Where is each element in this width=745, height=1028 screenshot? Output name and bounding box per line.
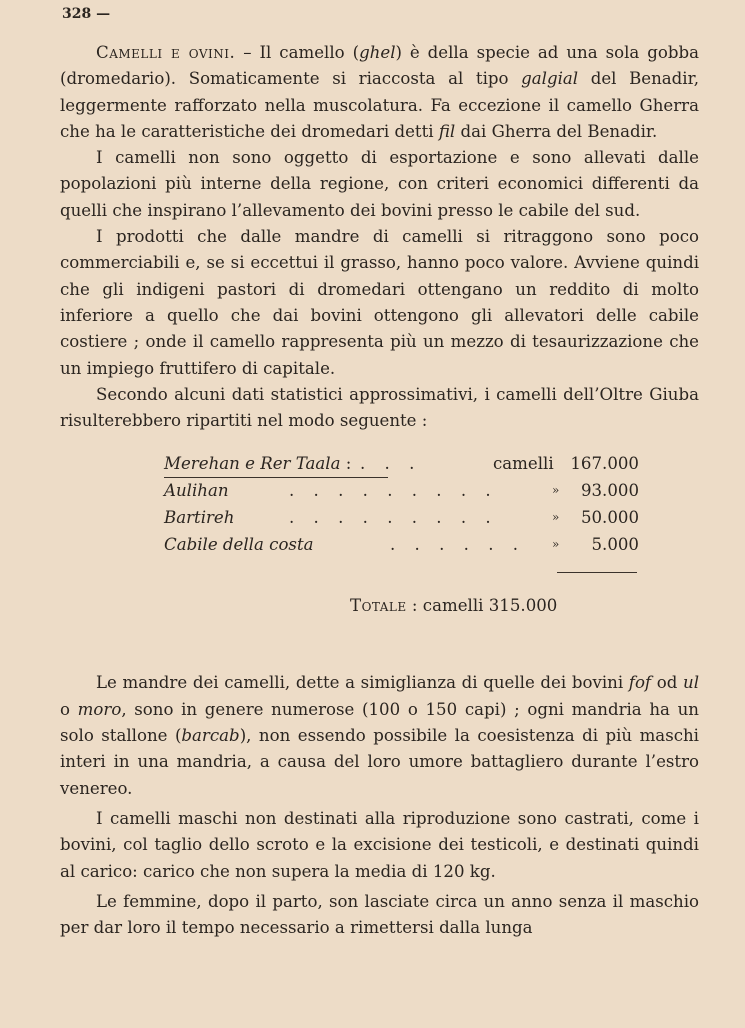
leader-dots: . . . xyxy=(360,454,422,474)
row-unit: camelli xyxy=(493,454,554,474)
paragraph-statistics-intro: Secondo alcuni dati statistici approssimativi, i camelli dell’Oltre Giuba risulterebbero ripartiti nel modo seguente : xyxy=(60,384,699,431)
row-label: Aulihan xyxy=(164,481,229,501)
section-heading: Camelli e ovini. xyxy=(96,43,236,62)
underline-rule xyxy=(164,477,388,478)
row-value: 167.000 xyxy=(570,454,639,474)
row-value: 5.000 xyxy=(591,535,639,555)
row-value: 50.000 xyxy=(580,508,639,528)
table-row xyxy=(164,508,639,534)
row-value: 93.000 xyxy=(580,481,639,501)
total-line: Totale : camelli 315.000 xyxy=(350,596,558,616)
paragraph-products: I prodotti che dalle mandre di camelli si ritraggono sono poco commerciabili e, se si eccettui il grasso, hanno poco valore. Avviene quindi che gli indigeni pastori di dromedari ottengano un reddito di molto inferiore a quello che dai bovini ottengono gli allevatori delle cabile costiere ; onde il camello rappresenta più un mezzo di tesaurizzazione che un impiego fruttifero di capitale. xyxy=(60,227,699,378)
row-label: Merehan e Rer Taala : xyxy=(164,454,352,474)
paragraph-camels-intro: Camelli e ovini. – Il camello (ghel) è della specie ad una sola gobba (dromedario). Somaticamente si riaccosta al tipo galgial del Benadir, leggermente rafforzato nella muscolatura. Fa eccezione il camello Gherra che ha le caratteristiche dei dromedari detti fil dai Gherra del Benadir. xyxy=(60,43,699,141)
total-value: 315.000 xyxy=(488,596,558,616)
ditto-mark: » xyxy=(552,483,560,498)
ditto-mark: » xyxy=(552,510,560,525)
paragraph-export: I camelli non sono oggetto di esportazione e sono allevati dalle popolazioni più interne della regione, con criteri economici differenti da quelli che inspirano l’allevamento dei bovini presso le cabile del sud. xyxy=(60,148,699,220)
leader-dots: . . . . . . . . . xyxy=(289,508,498,528)
total-rule xyxy=(557,572,637,573)
paragraph-females: Le femmine, dopo il parto, son lasciate circa un anno senza il maschio per dar loro il tempo necessario a rimettersi dalla lunga xyxy=(60,891,699,938)
row-label: Bartireh xyxy=(164,508,235,528)
leader-dots: . . . . . . xyxy=(390,535,526,555)
ditto-mark: » xyxy=(552,537,560,552)
page-number: 328 — xyxy=(62,6,111,22)
paragraph-castration: I camelli maschi non destinati alla riproduzione sono castrati, come i bovini, col taglio dello scroto e la excisione dei testicoli, e destinati quindi al carico: carico che non supera la media di 120 kg. xyxy=(60,808,699,881)
camel-distribution-table xyxy=(60,454,699,562)
table-row xyxy=(164,535,639,561)
paragraph-herds: Le mandre dei camelli, dette a simiglianza di quelle dei bovini fof od ul o moro, sono in genere numerose (100 o 150 capi) ; ogni mandria ha un solo stallone (barcab), non essendo possibile la coesistenza di più maschi interi in una mandria, a causa del loro umore battagliero durante l’estro venereo. xyxy=(60,673,700,798)
row-label: Cabile della costa xyxy=(164,535,314,555)
table-row xyxy=(164,481,639,507)
total-label: Totale xyxy=(350,596,407,616)
leader-dots: . . . . . . . . . xyxy=(289,481,498,501)
total-unit: camelli xyxy=(422,596,484,616)
